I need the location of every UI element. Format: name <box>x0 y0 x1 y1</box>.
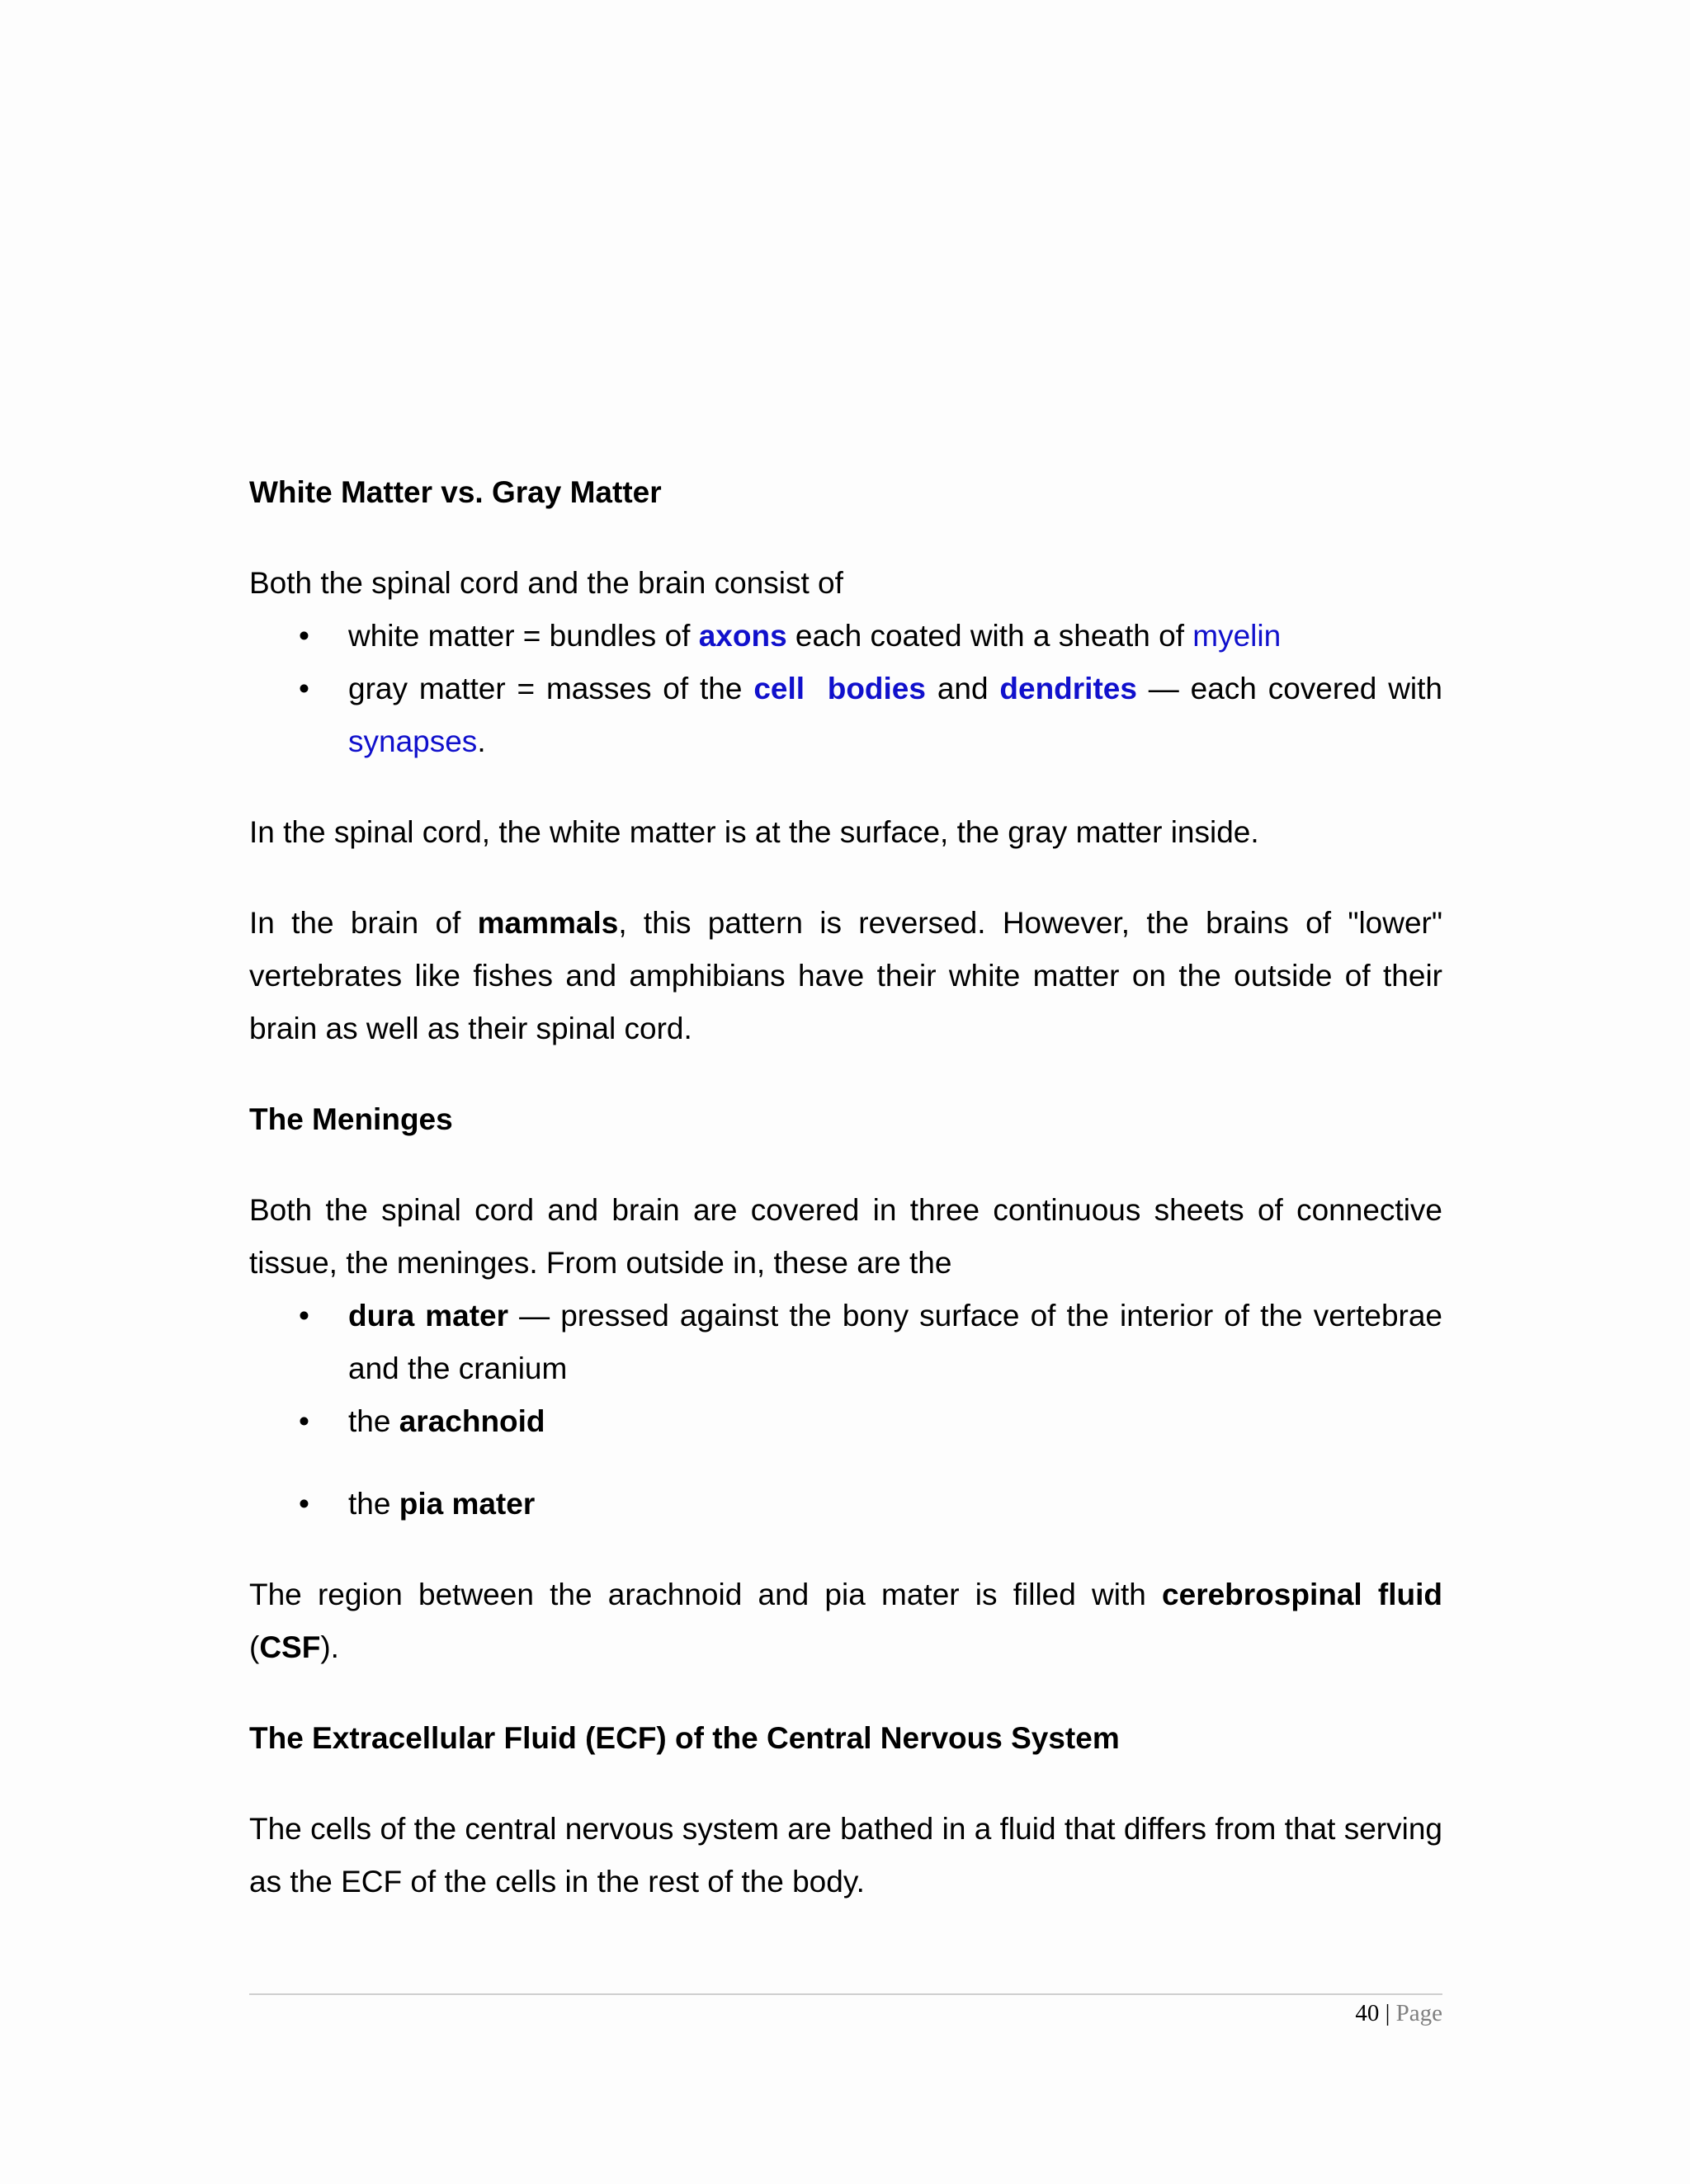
section-heading-meninges: The Meninges <box>249 1102 453 1136</box>
matter-list <box>249 610 1442 768</box>
link-cell-bodies[interactable]: cell bodies <box>753 672 926 705</box>
section-heading-ecf: The Extracellular Fluid (ECF) of the Central Nervous System <box>249 1721 1120 1755</box>
text: ). <box>320 1630 339 1664</box>
bullet-icon: • <box>299 1299 309 1333</box>
text: — pressed against the bony surface of the interior of the vertebrae and the cranium <box>348 1299 1443 1385</box>
page-label: Page <box>1395 2000 1442 2026</box>
term-arachnoid: arachnoid <box>399 1404 545 1438</box>
paragraph-meninges-intro: Both the spinal cord and brain are covered in three continuous sheets of connective tissue, the meninges. From outside in, these are the <box>249 1193 1442 1280</box>
list-item-gray-matter <box>249 663 1442 768</box>
link-dendrites[interactable]: dendrites <box>999 672 1137 705</box>
term-cerebrospinal-fluid: cerebrospinal fluid <box>1162 1578 1442 1611</box>
term-csf: CSF <box>259 1630 321 1664</box>
text: The region between the arachnoid and pia mater is filled with <box>249 1578 1163 1611</box>
text: the <box>348 1404 399 1438</box>
text: each coated with a sheath of <box>786 619 1193 653</box>
term-pia-mater: pia mater <box>399 1487 536 1521</box>
link-myelin[interactable]: myelin <box>1192 619 1282 653</box>
text: gray matter = masses of the <box>348 672 754 705</box>
bullet-icon: • <box>299 619 309 653</box>
text: . <box>477 724 486 758</box>
paragraph-ecf: The cells of the central nervous system are bathed in a fluid that differs from that serving as the ECF of the cells in the rest of the body. <box>249 1812 1442 1899</box>
paragraph-csf <box>249 1568 1442 1674</box>
page-separator: | <box>1379 2000 1396 2026</box>
text: In the brain of <box>249 906 478 940</box>
list-item-arachnoid <box>249 1395 1442 1448</box>
intro-paragraph: Both the spinal cord and the brain consist of <box>249 566 843 600</box>
link-axons[interactable]: axons <box>698 619 787 653</box>
text: the <box>348 1487 399 1521</box>
term-dura-mater: dura mater <box>348 1299 509 1333</box>
footer-divider <box>249 1993 1442 1995</box>
bullet-icon: • <box>299 1487 309 1521</box>
term-mammals: mammals <box>477 906 619 940</box>
text: — each covered with <box>1136 672 1443 705</box>
link-synapses[interactable]: synapses <box>348 724 478 758</box>
text: and <box>925 672 1000 705</box>
text: , this pattern is reversed. However, the brains of "lower" vertebrates like fishes and amphibians have their white matter on the outside of their brain as well as their spinal cord. <box>249 906 1443 1045</box>
list-item-dura-mater <box>249 1290 1442 1395</box>
text: ( <box>249 1630 260 1664</box>
list-item-pia-mater <box>249 1478 1442 1531</box>
section-heading-white-gray-matter: White Matter vs. Gray Matter <box>249 475 662 509</box>
paragraph-mammals <box>249 897 1442 1055</box>
bullet-icon: • <box>299 672 309 705</box>
page-footer <box>249 1997 1442 2030</box>
text: white matter = bundles of <box>348 619 699 653</box>
page-number: 40 <box>1355 2000 1380 2026</box>
paragraph-spinal-cord: In the spinal cord, the white matter is at the surface, the gray matter inside. <box>249 815 1259 849</box>
list-item-white-matter <box>249 610 1442 663</box>
page-content <box>249 466 1442 1908</box>
bullet-icon: • <box>299 1404 309 1438</box>
meninges-list <box>249 1290 1442 1531</box>
